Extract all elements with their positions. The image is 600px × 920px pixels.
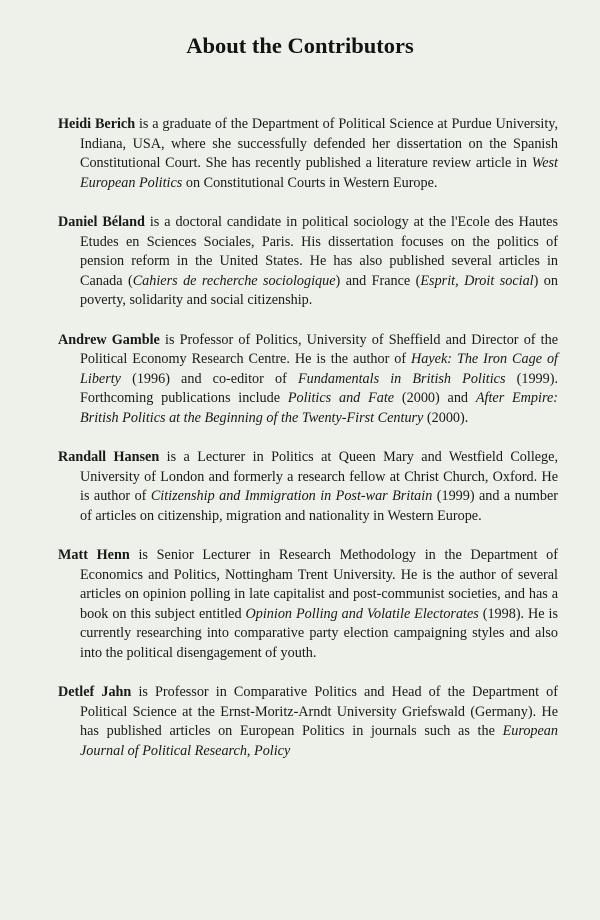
bio-text: (1999). Forthcoming publications include	[80, 370, 558, 406]
contributor-name: Randall Hansen	[58, 449, 160, 465]
work-title: Politics and Fate	[287, 390, 395, 406]
contributor-entry-hansen	[58, 448, 558, 526]
contributor-entry-berich	[58, 115, 558, 193]
contributor-name: Daniel Béland	[58, 214, 145, 230]
contributor-entry-gamble	[58, 331, 558, 429]
contributor-name: Heidi Berich	[58, 116, 136, 132]
bio-text: (1996) and co-editor of	[120, 370, 298, 387]
work-title: After Empire: British Politics at the Beginning of the Twenty-First Century	[80, 390, 558, 426]
bio-text: ) and France (	[335, 272, 421, 289]
contributor-entry-henn	[58, 546, 558, 663]
bio-text: on Constitutional Courts in Western Europe.	[182, 174, 438, 191]
work-title: Hayek: The Iron Cage of Liberty	[80, 351, 558, 387]
work-title: Citizenship and Immigration in Post-war Britain	[150, 488, 433, 504]
contributor-name: Detlef Jahn	[58, 684, 132, 700]
bio-text: (2000) and	[394, 390, 476, 406]
bio-text: is a Lecturer in Politics at Queen Mary and Westfield College, University of London and formerly a research fellow at Christ Church, Oxford. He is author of	[80, 449, 558, 504]
bio-text: (1999) and a number of articles on citizenship, migration and nationality in Western Europe.	[80, 488, 558, 524]
contributor-entry-jahn	[58, 683, 558, 761]
page-title: About the Contributors	[186, 33, 414, 58]
work-title: Cahiers de recherche sociologique	[132, 272, 336, 289]
work-title: European Journal of Political Research, Policy	[80, 723, 558, 759]
work-title: West European Politics	[80, 155, 558, 191]
contributor-name: Matt Henn	[58, 547, 130, 563]
contributor-list	[58, 115, 558, 781]
bio-text: is Professor of Politics, University of Sheffield and Director of the Political Economy Research Centre. He is the author of	[80, 331, 559, 367]
bio-text: (1998). He is currently researching into comparative party election campaigning styles and also into the political disengagement of youth.	[80, 605, 558, 661]
bio-text: (2000).	[423, 409, 469, 426]
work-title: Fundamentals in British Politics	[297, 370, 506, 387]
bio-text: ) on poverty, solidarity and social citizenship.	[80, 272, 558, 308]
bio-text: is a graduate of the Department of Political Science at Purdue University, Indiana, USA, where she successfully defended her dissertation on the Spanish Constitutional Court. She has recently published a literature review article in	[80, 116, 558, 171]
bio-text: is a doctoral candidate in political sociology at the l'Ecole des Hautes Etudes en Sciences Sociales, Paris. His dissertation focuses on the politics of pension reform in the United States. He has also published several articles in Canada (	[80, 214, 558, 289]
work-title: Opinion Polling and Volatile Electorates	[245, 605, 479, 622]
bio-text: is Professor in Comparative Politics and Head of the Department of Political Science at the Ernst-Moritz-Arndt University Griefswald (Germany). He has published articles on European Politics in journals such as the	[80, 684, 558, 739]
work-title: Esprit, Droit social	[420, 272, 534, 289]
contributor-entry-beland	[58, 213, 558, 311]
contributor-name: Andrew Gamble	[58, 331, 160, 348]
bio-text: is Senior Lecturer in Research Methodology in the Department of Economics and Politics, Nottingham Trent University. He is the author of several articles on opinion polling in late capitalist and post-communist societies, and has a book on this subject entitled	[80, 547, 558, 622]
